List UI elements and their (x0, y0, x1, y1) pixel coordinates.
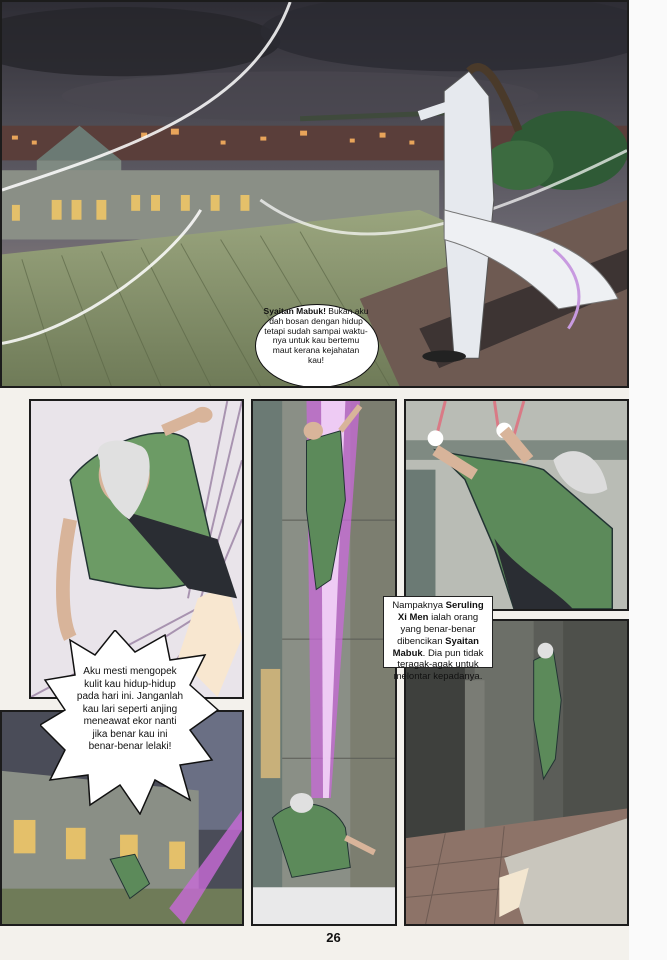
caption-text: ialah orang yang benar-benar dibencikan (397, 611, 479, 647)
caption-name: Seruling Xi Men (397, 600, 484, 623)
speech-line: maut kerana kejahatan (272, 345, 360, 356)
speech-line: pada hari ini. Janganlah (76, 691, 184, 702)
page-margin (629, 0, 667, 960)
panel-wrists (404, 399, 629, 611)
speech-line: meneawat ekor nanti (83, 716, 177, 727)
speech-line: tetapi sudah sampai waktu- (264, 325, 368, 336)
beam-illustration (253, 401, 395, 924)
speech-line: Aku mesti mengopek (83, 666, 177, 677)
panel-beam (251, 399, 397, 926)
speaker-name: Syaitan Mabuk! (263, 306, 326, 316)
speech-line: jika benar kau ini (92, 728, 168, 740)
caption-name: Syaitan Mabuk (392, 635, 479, 659)
page-number: 26 (326, 930, 341, 945)
caption-text: Nampaknya (392, 600, 446, 611)
speech-line: nya untuk kau bertemu (272, 335, 360, 346)
panel-rooftop (0, 0, 629, 388)
caption-text: . Dia pun tidak teragak-agak untuk melontar kepadanya. (393, 647, 484, 683)
speech-line: Bukan aku (328, 306, 369, 316)
speech-line: kau lari seperti anjing (82, 703, 178, 715)
speech-text-spiky (60, 666, 200, 754)
speech-line: benar-benar lelaki! (88, 741, 172, 752)
speech-line: kulit kau hidup-hidup (84, 678, 176, 690)
speech-line: dah bosan dengan hidup (269, 315, 363, 326)
wrists-illustration (406, 401, 627, 609)
narration-caption (383, 596, 493, 683)
speech-line: kau! (307, 354, 325, 365)
speech-text-rooftop (259, 307, 373, 366)
